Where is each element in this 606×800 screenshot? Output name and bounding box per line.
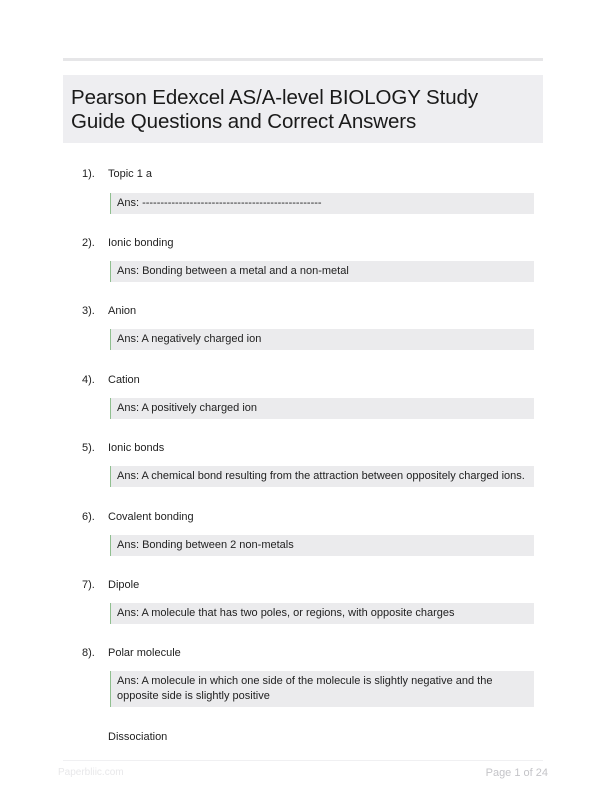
question-number: 3). [82, 305, 95, 317]
question-number: 4). [82, 374, 95, 386]
question-text: Dissociation [108, 731, 168, 743]
title-banner [63, 75, 543, 143]
question-text: Ionic bonding [108, 237, 174, 249]
bottom-divider [63, 760, 543, 761]
answer-box: Ans: ------------------------------------------------- [110, 193, 534, 214]
answer-box: Ans: A chemical bond resulting from the attraction between oppositely charged ions. [110, 466, 534, 487]
question-number: 5). [82, 442, 95, 454]
top-divider [63, 58, 543, 61]
question-text: Ionic bonds [108, 442, 165, 454]
answer-box: Ans: Bonding between 2 non-metals [110, 535, 534, 556]
question-number: 7). [82, 579, 95, 591]
question-number: 6). [82, 511, 95, 523]
question-text: Polar molecule [108, 647, 181, 659]
question-number: 2). [82, 237, 95, 249]
question-text: Dipole [108, 579, 140, 591]
question-text: Topic 1 a [108, 168, 153, 180]
footer-watermark: Paperbliic.com [58, 767, 124, 778]
question-number: 8). [82, 647, 95, 659]
question-number: 1). [82, 168, 95, 180]
answer-box: Ans: Bonding between a metal and a non-metal [110, 261, 534, 282]
question-text: Anion [108, 305, 137, 317]
question-text: Cation [108, 374, 140, 386]
answer-box: Ans: A positively charged ion [110, 398, 534, 419]
answer-box: Ans: A molecule that has two poles, or regions, with opposite charges [110, 603, 534, 624]
document-title: Pearson Edexcel AS/A-level BIOLOGY Study Guide Questions and Correct Answers [71, 86, 478, 133]
answer-box: Ans: A negatively charged ion [110, 329, 534, 350]
question-text: Covalent bonding [108, 511, 194, 523]
page-number: Page 1 of 24 [485, 767, 548, 779]
answer-box: Ans: A molecule in which one side of the molecule is slightly negative and the opposite side is slightly positive [110, 671, 534, 707]
